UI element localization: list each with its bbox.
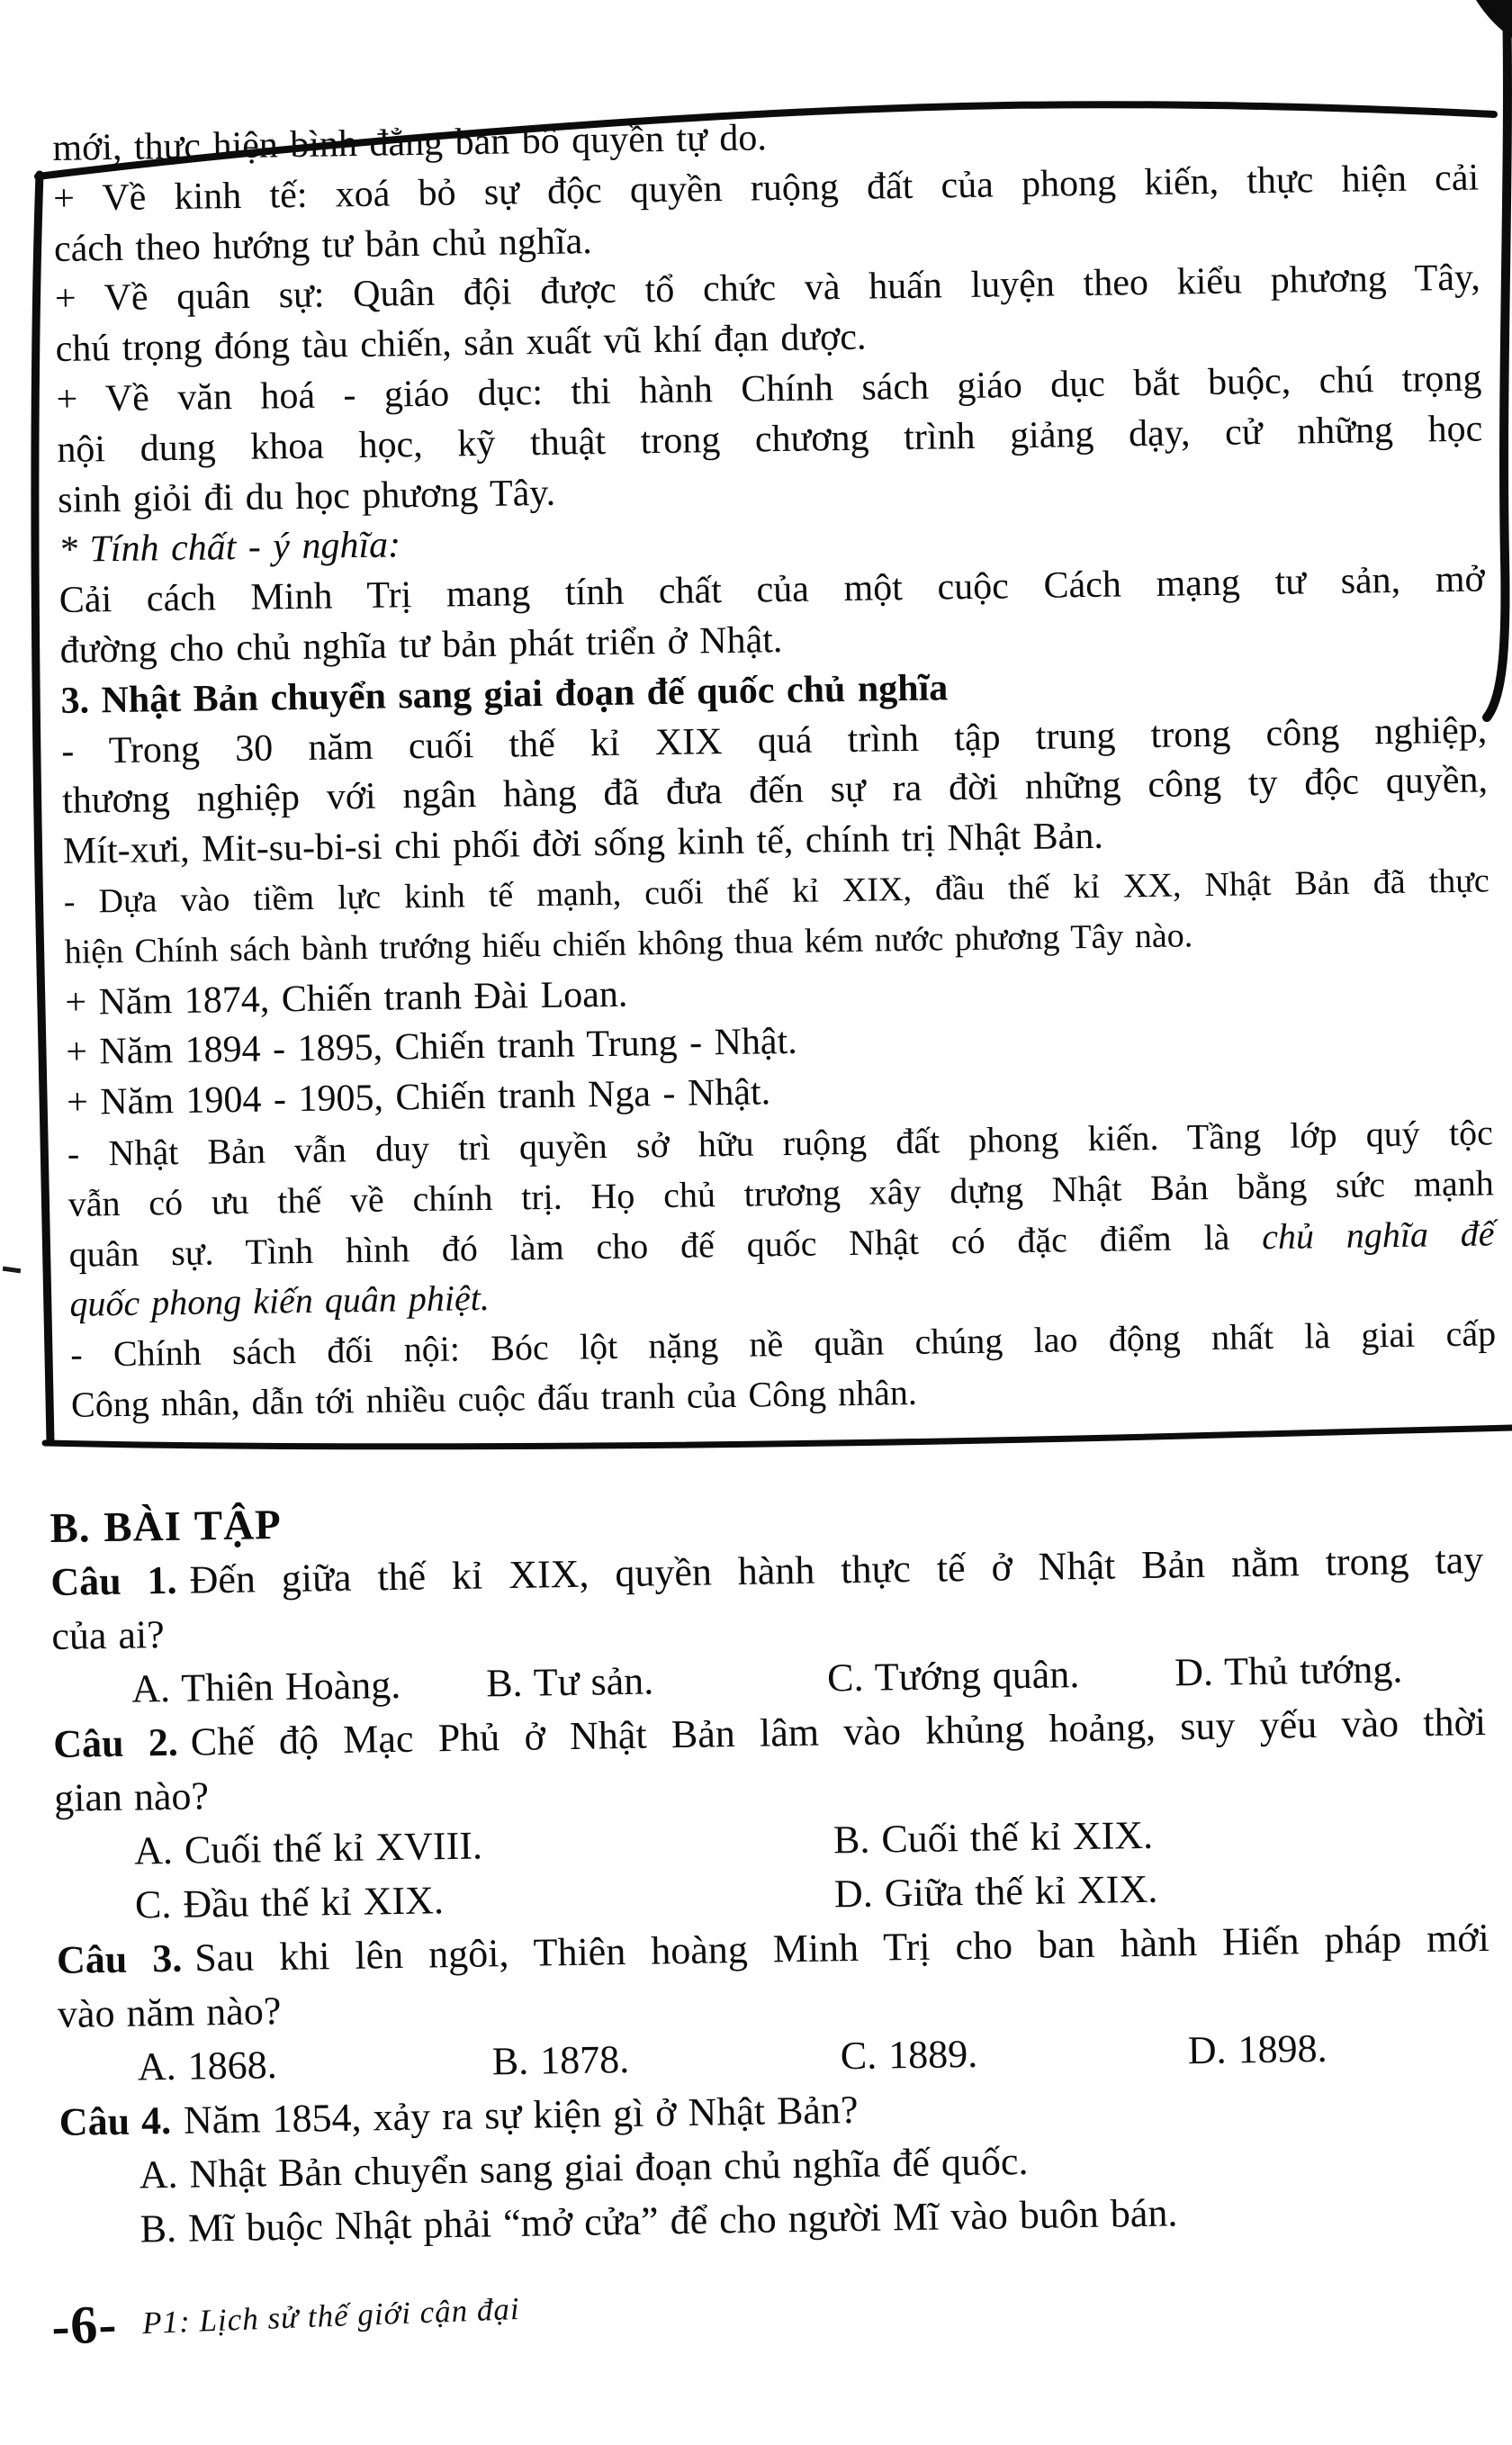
box-line: - Trong 30 năm cuối thế kỉ XIX quá trình tập trung trong công nghiệp, <box>60 708 1488 772</box>
scan-artifact-dash <box>3 1267 22 1274</box>
question-3-cont: vào năm nào? <box>57 1989 282 2036</box>
question-1-cont: của ai? <box>50 1612 166 1658</box>
exercises-section <box>50 1479 1494 2258</box>
box-line: + Về quân sự: Quân đội được tổ chức và huấn luyện theo kiểu phương Tây, <box>54 257 1481 320</box>
q3-option-b: B. 1878. <box>491 2036 630 2084</box>
question-1: Câu 1. Đến giữa thế kỉ XIX, quyền hành thực tế ở Nhật Bản nằm trong tay <box>50 1537 1484 1604</box>
notes-box <box>52 104 1497 1430</box>
q1-option-b: B. Tư sản. <box>485 1658 654 1706</box>
q3-option-c: C. 1889. <box>840 2031 978 2079</box>
box-line: + Năm 1874, Chiến tranh Đài Loan. <box>65 973 628 1024</box>
question-4-option-a: A. Nhật Bản chuyển sang giai đoạn chủ nghĩa đế quốc. <box>139 2139 1029 2197</box>
q1-option-a: A. Thiên Hoàng. <box>130 1662 401 1711</box>
question-2-cont: gian nào? <box>53 1773 210 1820</box>
box-heading-3: 3. Nhật Bản chuyển sang giai đoạn đế quốc chủ nghĩa <box>60 667 949 722</box>
box-line: + Về văn hoá - giáo dục: thi hành Chính sách giáo dục bắt buộc, chú trọng <box>56 357 1482 420</box>
question-4: Câu 4. Năm 1854, xảy ra sự kiện gì ở Nhật Bản? <box>58 2087 859 2144</box>
q1-option-c: C. Tướng quân. <box>826 1652 1080 1701</box>
box-line: quốc phong kiến quân phiệt. <box>69 1277 490 1325</box>
question-4-option-b: B. Mĩ buộc Nhật phải “mở cửa” để cho người Mĩ vào buôn bán. <box>140 2190 1178 2251</box>
question-2: Câu 2. Chế độ Mạc Phủ ở Nhật Bản lâm vào khủng hoảng, suy yếu vào thời <box>52 1699 1487 1766</box>
box-line: mới, thực hiện bình đẳng ban bố quyền tự do. <box>52 117 768 169</box>
section-heading: B. BÀI TẬP <box>50 1501 283 1552</box>
box-line: - Chính sách đối nội: Bóc lột nặng nề quần chúng lao động nhất là giai cấp <box>69 1313 1497 1375</box>
box-line: Công nhân, dẫn tới nhiều cuộc đấu tranh của Công nhân. <box>70 1371 918 1425</box>
box-line: đường cho chủ nghĩa tư bản phát triển ở Nhật. <box>59 618 783 672</box>
box-line: nội dung khoa học, kỹ thuật trong chương trình giảng dạy, cử những học <box>57 408 1483 471</box>
q2-option-c: C. Đầu thế kỉ XIX. <box>134 1878 445 1927</box>
box-line: + Năm 1904 - 1905, Chiến tranh Nga - Nhật. <box>66 1071 771 1124</box>
box-line: quân sự. Tình hình đó làm cho đế quốc Nhật có đặc điểm là chủ nghĩa đế <box>68 1212 1495 1275</box>
box-line: thương nghiệp với ngân hàng đã đưa đến sự ra đời những công ty độc quyền, <box>61 759 1489 823</box>
q2-option-d: D. Giữa thế kỉ XIX. <box>833 1866 1158 1917</box>
q2-option-b: B. Cuối thế kỉ XIX. <box>832 1812 1154 1863</box>
q3-option-a: A. 1868. <box>137 2043 278 2089</box>
box-line: + Về kinh tế: xoá bỏ sự độc quyền ruộng đất của phong kiến, thực hiện cải <box>52 157 1480 220</box>
page-number: -6- <box>50 2294 119 2356</box>
box-line: sinh giỏi đi du học phương Tây. <box>57 472 556 521</box>
box-line: Mít-xưi, Mit-su-bi-si chi phối đời sống kinh tế, chính trị Nhật Bản. <box>62 815 1104 873</box>
box-border-bottom <box>45 1428 1512 1447</box>
box-border-right <box>1487 2 1508 717</box>
question-3: Câu 3. Sau khi lên ngôi, Thiên hoàng Minh Trị cho ban hành Hiến pháp mới <box>56 1915 1490 1982</box>
box-border-left <box>35 175 50 1441</box>
box-line: - Nhật Bản vẫn duy trì quyền sở hữu ruộng đất phong kiến. Tầng lớp quý tộc <box>67 1112 1494 1174</box>
box-line: chú trọng đóng tàu chiến, sản xuất vũ khí đạn dược. <box>55 316 867 371</box>
box-line: hiện Chính sách bành trướng hiếu chiến không thua kém nước phương Tây nào. <box>64 916 1193 971</box>
box-line: * Tính chất - ý nghĩa: <box>58 524 401 572</box>
q1-option-d: D. Thủ tướng. <box>1174 1647 1403 1695</box>
box-line: + Năm 1894 - 1895, Chiến tranh Trung - Nhật. <box>65 1021 798 1074</box>
box-line: cách theo hướng tư bản chủ nghĩa. <box>53 220 593 270</box>
page-footer <box>50 2278 521 2358</box>
q3-option-d: D. 1898. <box>1187 2025 1328 2073</box>
part-title: P1: Lịch sử thế giới cận đại <box>141 2290 521 2341</box>
q2-option-a: A. Cuối thế kỉ XVIII. <box>133 1823 483 1873</box>
scan-corner-mark <box>1476 0 1512 38</box>
box-line: - Dựa vào tiềm lực kinh tế mạnh, cuối thế kỉ XIX, đầu thế kỉ XX, Nhật Bản đã thực <box>63 862 1490 921</box>
box-line: vẫn có ưu thế về chính trị. Họ chủ trương xây dựng Nhật Bản bằng sức mạnh <box>68 1162 1494 1224</box>
box-line: Cải cách Minh Trị mang tính chất của một cuộc Cách mạng tư sản, mở <box>58 558 1486 622</box>
